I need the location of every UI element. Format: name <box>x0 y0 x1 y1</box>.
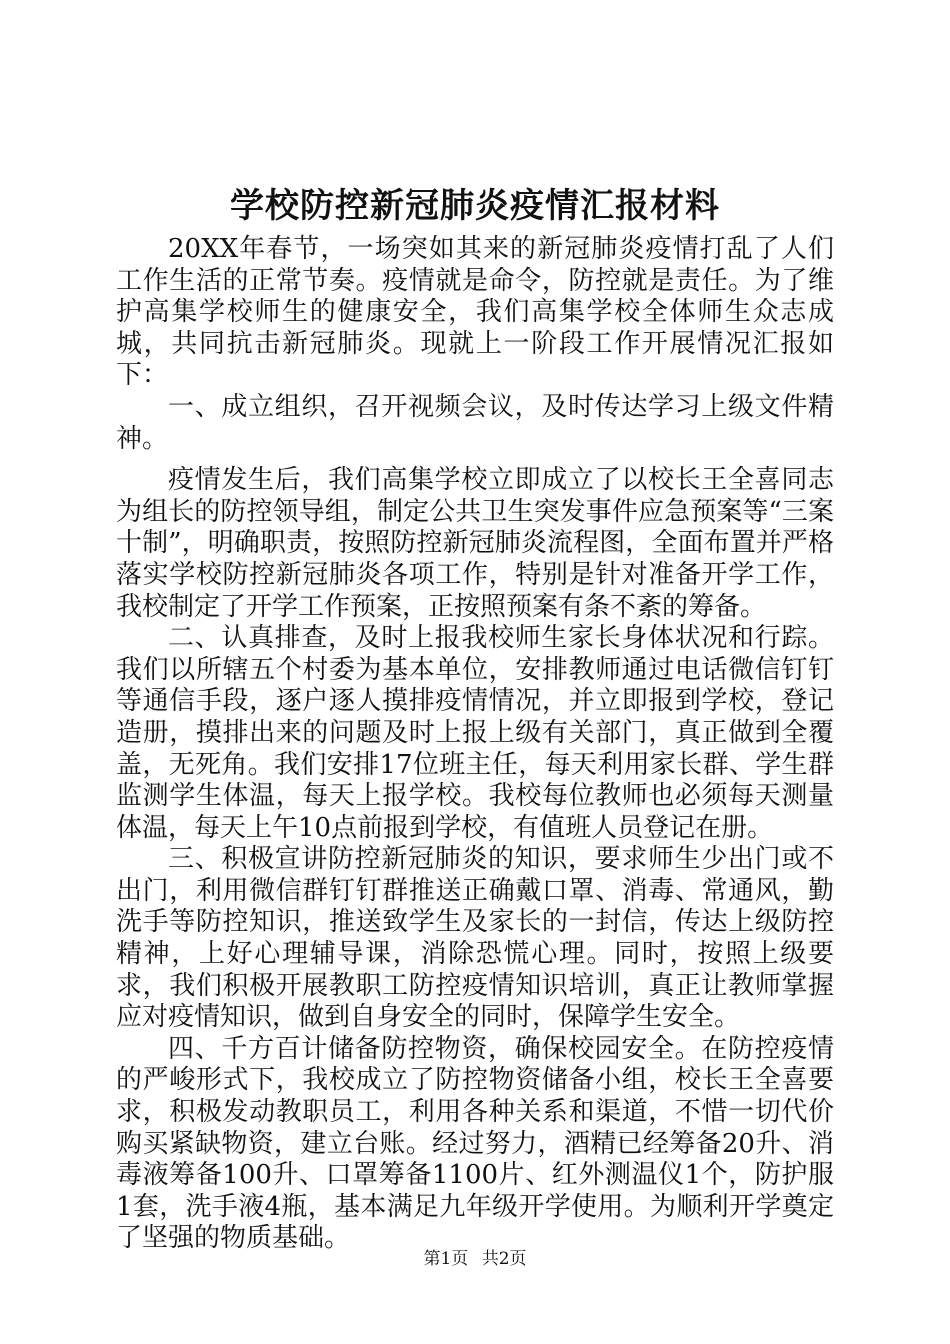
document-title: 学校防控新冠肺炎疫情汇报材料 <box>230 186 720 226</box>
paragraph-section-3: 三、积极宣讲防控新冠肺炎的知识，要求师生少出门或不出门，利用微信群钉钉群推送正确戴口罩、消毒、常通风，勤洗手等防控知识，推送致学生及家长的一封信，传达上级防控精神，上好心理辅导课，消除恐慌心理。同时，按照上级要求，我们积极开展教职工防控疫情知识培训，真正让教师掌握应对疫情知识，做到自身安全的同时，保障学生安全。 <box>116 844 834 1033</box>
page-total: 共2页 <box>481 1249 527 1269</box>
paragraph-intro: 20XX年春节，一场突如其来的新冠肺炎疫情打乱了人们工作生活的正常节奏。疫情就是命令，防控就是责任。为了维护高集学校师生的健康安全，我们高集学校全体师生众志成城，共同抗击新冠肺炎。现就上一阶段工作开展情况汇报如下： <box>116 234 834 391</box>
paragraph-section-2: 二、认真排查，及时上报我校师生家长身体状况和行踪。我们以所辖五个村委为基本单位，安排教师通过电话微信钉钉等通信手段，逐户逐人摸排疫情情况，并立即报到学校，登记造册，摸排出来的问题及时上报上级有关部门，真正做到全覆盖，无死角。我们安排17位班主任，每天利用家长群、学生群监测学生体温，每天上报学校。我校每位教师也必须每天测量体温，每天上午10点前报到学校，有值班人员登记在册。 <box>116 623 834 843</box>
paragraph-section-1-heading: 一、成立组织，召开视频会议，及时传达学习上级文件精神。 <box>116 391 834 454</box>
paragraph-section-1-body: 疫情发生后，我们高集学校立即成立了以校长王全喜同志为组长的防控领导组，制定公共卫生突发事件应急预案等“三案十制”，明确职责，按照防控新冠肺炎流程图，全面布置并严格落实学校防控新冠肺炎各项工作，特别是针对准备开学工作，我校制定了开学工作预案，正按照预案有条不紊的筹备。 <box>116 465 834 622</box>
page-number: 第1页 <box>423 1249 469 1269</box>
page-footer <box>0 1247 950 1271</box>
paragraph-section-4: 四、千方百计储备防控物资，确保校园安全。在防控疫情的严峻形式下，我校成立了防控物资储备小组，校长王全喜要求，积极发动教职员工，利用各种关系和渠道，不惜一切代价购买紧缺物资，建立台账。经过努力，酒精已经筹备20升、消毒液筹备100升、口罩筹备1100片、红外测温仪1个，防护服1套，洗手液4瓶，基本满足九年级开学使用。为顺利开学奠定了坚强的物质基础。 <box>116 1033 834 1254</box>
document-body <box>116 234 834 1255</box>
